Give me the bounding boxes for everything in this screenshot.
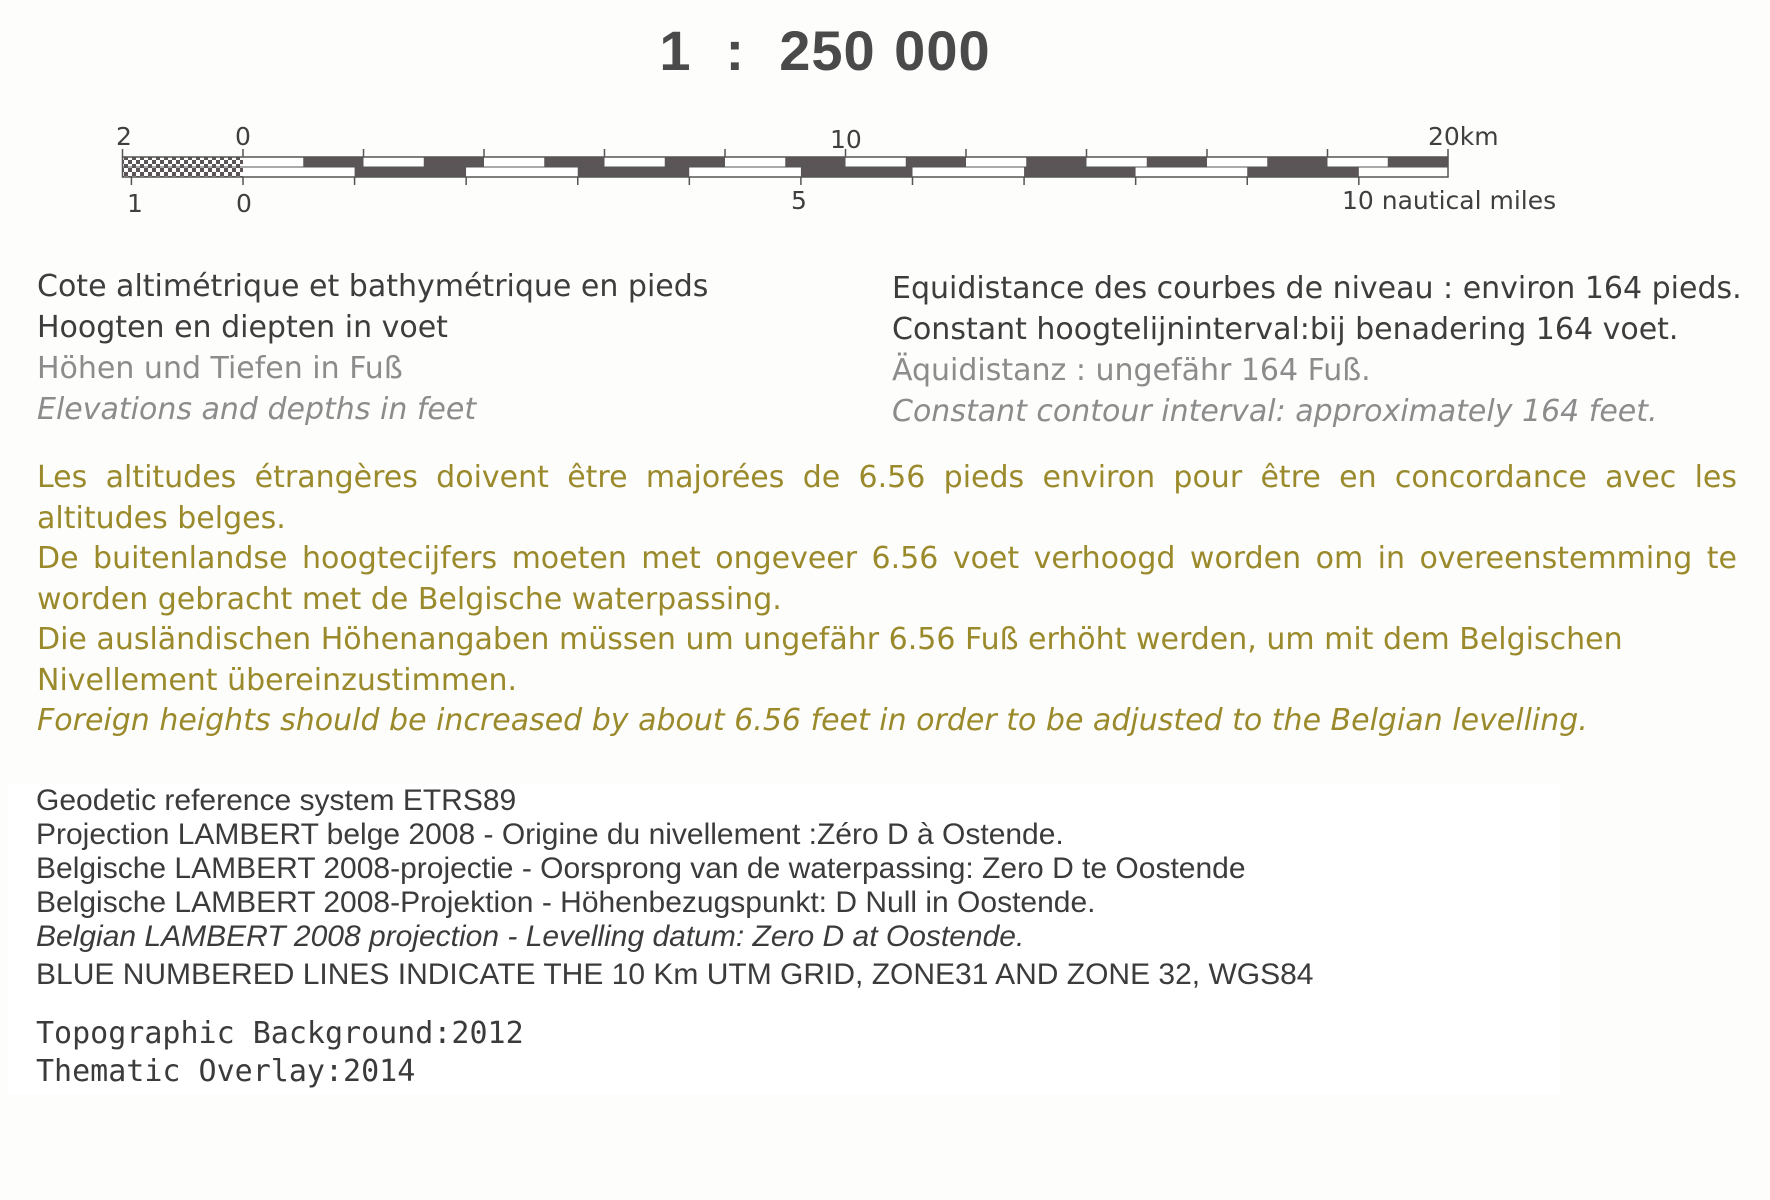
elevation-legend-fr: Cote altimétrique et bathymétrique en pieds <box>37 269 709 304</box>
contour-legend-nl: Constant hoogtelijninterval:bij benadering 164 voet. <box>892 312 1679 347</box>
km-label-10: 10 <box>830 125 862 154</box>
nm-segment <box>1247 167 1359 177</box>
elevation-legend-nl: Hoogten en diepten in voet <box>37 310 448 345</box>
nm-label-5: 5 <box>791 186 807 215</box>
nm-segment <box>355 167 467 177</box>
foreign-heights-nl: De buitenlandse hoogtecijfers moeten met ongeveer 6.56 voet verhoogd worden om in overeenstemming te worden gebracht met de Belgische waterpassing. <box>37 541 1737 617</box>
scale-ratio-separator: : <box>725 19 746 82</box>
scale-bar <box>0 0 1770 230</box>
km-segment <box>1267 157 1327 167</box>
foreign-heights-de-line2: Nivellement übereinzustimmen. <box>37 662 518 698</box>
projection-nl: Belgische LAMBERT 2008-projectie - Oorsprong van de waterpassing: Zero D te Oostende <box>36 852 1246 885</box>
km-segment <box>605 157 665 167</box>
nm-segment <box>1024 167 1136 177</box>
elevation-legend-en: Elevations and depths in feet <box>37 392 477 427</box>
edition-dates <box>36 1015 524 1091</box>
nm-segment <box>578 167 690 177</box>
nm-segment <box>801 167 913 177</box>
km-segment <box>665 157 725 167</box>
topographic-background-date: Topographic Background:2012 <box>36 1016 524 1051</box>
km-segment <box>1026 157 1086 167</box>
km-segment <box>1328 157 1388 167</box>
foreign-heights-en: Foreign heights should be increased by about 6.56 feet in order to be adjusted to the Belgian levelling. <box>37 703 1588 738</box>
km-label-20: 20km <box>1428 122 1499 151</box>
elevation-legend-de: Höhen und Tiefen in Fuß <box>37 351 403 386</box>
km-segment <box>785 157 845 167</box>
foreign-heights-fr: Les altitudes étrangères doivent être majorées de 6.56 pieds environ pour être en concordance avec les altitudes belges. <box>37 460 1737 536</box>
km-segment <box>966 157 1026 167</box>
thematic-overlay-date: Thematic Overlay:2014 <box>36 1054 416 1089</box>
foreign-heights-note <box>37 458 1737 742</box>
foreign-heights-de-line1: Die ausländischen Höhenangaben müssen um ungefähr 6.56 Fuß erhöht werden, um mit dem Belgischen <box>37 622 1623 657</box>
elevation-legend <box>37 266 708 430</box>
km-segment <box>424 157 484 167</box>
km-segment <box>906 157 966 167</box>
contour-legend-fr: Equidistance des courbes de niveau : environ 164 pieds. <box>892 271 1742 306</box>
km-label-0: 0 <box>235 122 251 151</box>
geodetic-system: Geodetic reference system ETRS89 <box>36 784 517 817</box>
nm-label-0: 0 <box>236 189 252 218</box>
projection-en: Belgian LAMBERT 2008 projection - Levelling datum: Zero D at Oostende. <box>36 920 1025 953</box>
km-segment <box>364 157 424 167</box>
nm-segment <box>912 167 1024 177</box>
scale-ratio-left: 1 <box>659 19 692 82</box>
km-segment <box>1207 157 1267 167</box>
contour-legend-de: Äquidistanz : ungefähr 164 Fuß. <box>892 353 1371 388</box>
km-segment <box>1087 157 1147 167</box>
km-segment <box>1388 157 1448 167</box>
nm-segment <box>689 167 801 177</box>
scale-ratio-right: 250 000 <box>779 19 991 82</box>
contour-legend <box>892 268 1742 432</box>
km-segment <box>1147 157 1207 167</box>
km-segment <box>725 157 785 167</box>
km-segment <box>544 157 604 167</box>
nm-segment <box>1136 167 1248 177</box>
geodetic-info <box>36 784 1314 992</box>
projection-de: Belgische LAMBERT 2008-Projektion - Höhenbezugspunkt: D Null in Oostende. <box>36 886 1096 919</box>
nm-label-10: 10 nautical miles <box>1342 186 1557 215</box>
km-segment <box>484 157 544 167</box>
contour-legend-en: Constant contour interval: approximately 164 feet. <box>892 394 1658 429</box>
km-segment <box>846 157 906 167</box>
nm-label-minus-1: 1 <box>127 189 143 218</box>
utm-grid-note: BLUE NUMBERED LINES INDICATE THE 10 Km UTM GRID, ZONE31 AND ZONE 32, WGS84 <box>36 958 1314 991</box>
km-segment <box>303 157 363 167</box>
projection-fr: Projection LAMBERT belge 2008 - Origine du nivellement :Zéro D à Ostende. <box>36 818 1064 851</box>
nm-segment <box>243 167 355 177</box>
nm-segment <box>466 167 578 177</box>
km-segment <box>243 157 303 167</box>
km-label-minus-2: 2 <box>116 122 132 151</box>
